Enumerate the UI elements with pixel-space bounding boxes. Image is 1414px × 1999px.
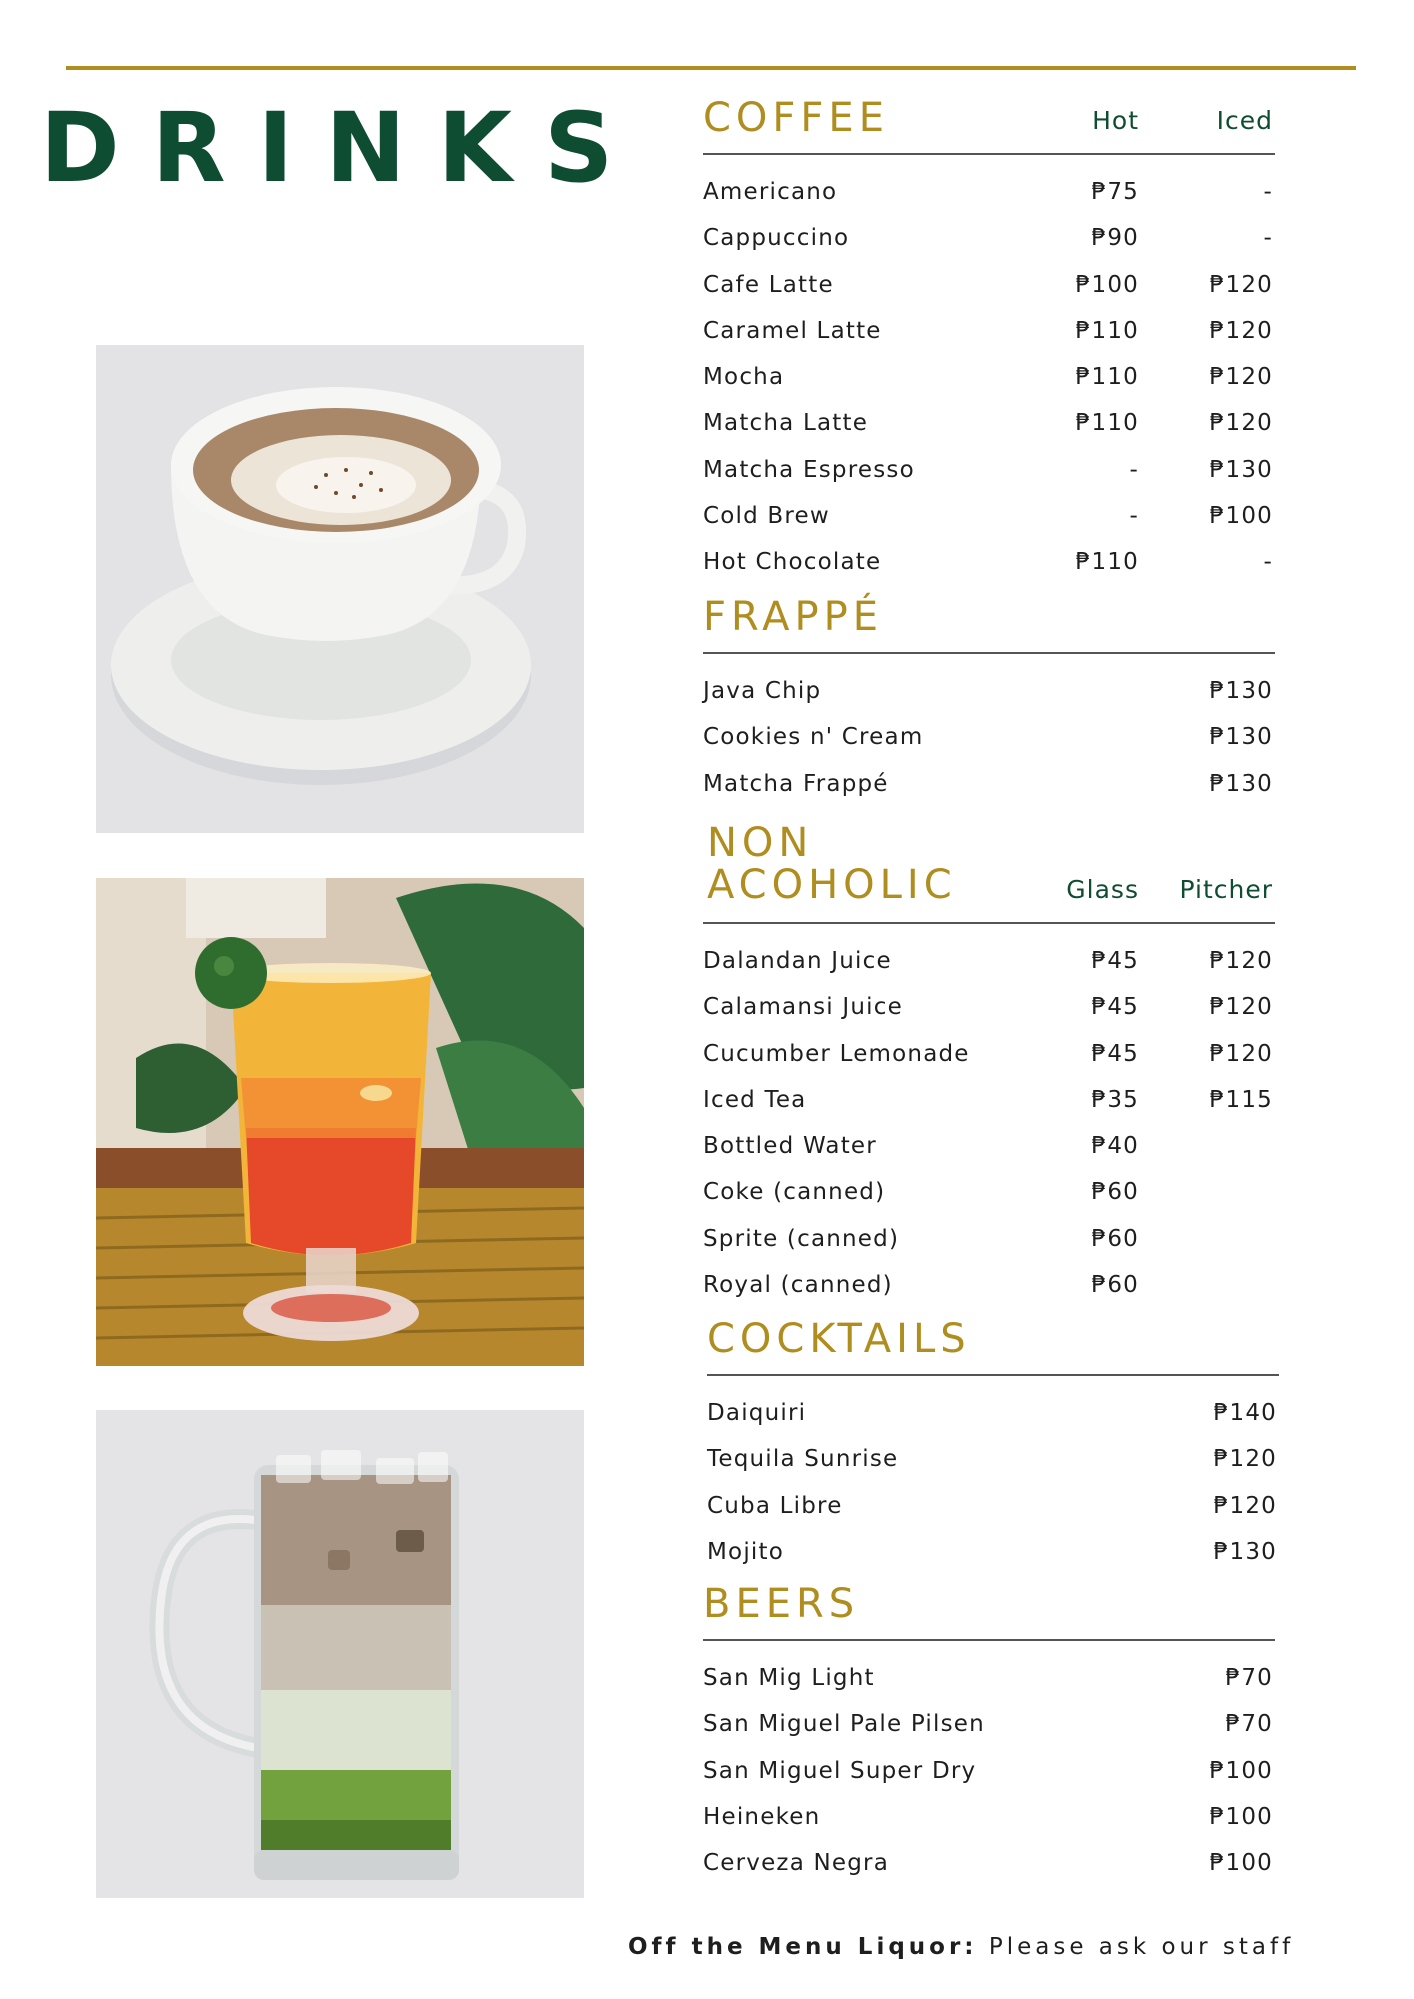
item-name: Bottled Water	[703, 1133, 877, 1160]
menu-item	[703, 1701, 1275, 1747]
frappe-list	[703, 668, 1275, 807]
cocktails-title: COCKTAILS	[707, 1316, 971, 1362]
item-price-b: ₱115	[1209, 1086, 1273, 1113]
item-name: Dalandan Juice	[703, 948, 892, 974]
menu-item	[703, 1794, 1275, 1840]
footer-text: Please ask our staff	[977, 1934, 1295, 1960]
item-price-a: ₱45	[1091, 1040, 1139, 1067]
non-alcoholic-list	[703, 938, 1275, 1308]
item-price: ₱100	[1209, 1757, 1273, 1784]
item-price-a: ₱110	[1075, 317, 1139, 344]
footer-note	[628, 1934, 1294, 1960]
item-name: Cold Brew	[703, 503, 830, 530]
item-name: Cuba Libre	[707, 1492, 843, 1519]
item-name: Mocha	[703, 364, 785, 391]
non-alcoholic-section	[703, 822, 1275, 1308]
item-name: Iced Tea	[703, 1086, 807, 1113]
beers-section	[703, 1583, 1275, 1886]
item-name: Caramel Latte	[703, 317, 882, 344]
menu-item	[703, 1031, 1275, 1077]
item-price: ₱130	[1209, 770, 1273, 797]
beers-header	[703, 1583, 1275, 1641]
menu-item	[703, 1216, 1275, 1262]
item-price-b: ₱120	[1209, 317, 1273, 344]
item-price-a: ₱110	[1075, 364, 1139, 391]
menu-item	[703, 493, 1275, 539]
item-price-b: ₱120	[1209, 1040, 1273, 1067]
item-name: Matcha Espresso	[703, 456, 915, 483]
item-name: Cookies n' Cream	[703, 724, 924, 751]
menu-item	[703, 354, 1275, 400]
item-price: ₱130	[1209, 724, 1273, 751]
item-price-a: ₱90	[1091, 225, 1139, 252]
item-price-b: ₱120	[1209, 271, 1273, 298]
non-alcoholic-header	[703, 822, 1275, 924]
item-price-a: ₱110	[1075, 549, 1139, 576]
menu-item	[703, 539, 1275, 585]
item-price-b: ₱100	[1209, 503, 1273, 530]
cocktails-section	[707, 1318, 1279, 1575]
menu-item	[703, 400, 1275, 446]
menu-item	[707, 1390, 1279, 1436]
item-price: ₱130	[1209, 678, 1273, 704]
menu-item	[703, 447, 1275, 493]
item-price-b: -	[1263, 549, 1273, 576]
item-name: San Miguel Pale Pilsen	[703, 1711, 985, 1738]
item-price: ₱120	[1213, 1492, 1277, 1519]
item-price: ₱70	[1225, 1711, 1273, 1738]
menu-item	[703, 308, 1275, 354]
menu-item	[707, 1436, 1279, 1482]
item-price: ₱120	[1213, 1446, 1277, 1473]
cocktails-header	[707, 1318, 1279, 1376]
pitcher-column-label: Pitcher	[1179, 875, 1273, 904]
item-name: Cucumber Lemonade	[703, 1040, 970, 1067]
item-price-a: ₱40	[1091, 1133, 1139, 1160]
top-divider	[66, 66, 1356, 70]
coffee-title: COFFEE	[703, 95, 889, 141]
item-name: San Mig Light	[703, 1665, 875, 1691]
menu-item	[703, 1262, 1275, 1308]
item-name: Coke (canned)	[703, 1179, 886, 1206]
coffee-section	[703, 97, 1275, 586]
menu-item	[703, 668, 1275, 714]
item-price-a: ₱110	[1075, 410, 1139, 437]
item-price-b: ₱120	[1209, 948, 1273, 974]
footer-bold-label: Off the Menu Liquor:	[628, 1934, 978, 1960]
menu-item	[703, 984, 1275, 1030]
item-price-a: -	[1129, 456, 1139, 483]
item-price-b: -	[1263, 179, 1273, 205]
frappe-header	[703, 596, 1275, 654]
item-price: ₱140	[1213, 1400, 1277, 1426]
page-title: DRINKS	[40, 92, 646, 204]
item-name: Daiquiri	[707, 1400, 807, 1426]
item-price-a: ₱60	[1091, 1179, 1139, 1206]
item-price-b: -	[1263, 225, 1273, 252]
item-price: ₱130	[1213, 1538, 1277, 1565]
item-name: Cappuccino	[703, 225, 850, 252]
item-name: Royal (canned)	[703, 1272, 893, 1299]
cocktails-list	[707, 1390, 1279, 1575]
item-name: Heineken	[703, 1803, 821, 1830]
menu-item	[703, 215, 1275, 261]
item-price-b: ₱120	[1209, 364, 1273, 391]
menu-item	[703, 1748, 1275, 1794]
item-name: Calamansi Juice	[703, 994, 903, 1021]
menu-item	[707, 1483, 1279, 1529]
item-name: Matcha Frappé	[703, 770, 889, 797]
frappe-section	[703, 596, 1275, 807]
menu-item	[703, 714, 1275, 760]
item-price-a: -	[1129, 503, 1139, 530]
glass-column-label: Glass	[1066, 875, 1139, 904]
beers-title: BEERS	[703, 1581, 860, 1627]
menu-item	[703, 938, 1275, 984]
item-price-a: ₱45	[1091, 948, 1139, 974]
item-name: Matcha Latte	[703, 410, 869, 437]
item-name: Cafe Latte	[703, 271, 834, 298]
item-name: Java Chip	[703, 678, 822, 704]
item-price-a: ₱75	[1091, 179, 1139, 205]
item-price-a: ₱100	[1075, 271, 1139, 298]
beers-list	[703, 1655, 1275, 1886]
menu-item	[703, 1077, 1275, 1123]
menu-item	[703, 1655, 1275, 1701]
menu-item	[703, 169, 1275, 215]
item-name: Cerveza Negra	[703, 1850, 890, 1877]
item-price-a: ₱60	[1091, 1272, 1139, 1299]
hot-column-label: Hot	[1092, 106, 1139, 135]
menu-item	[703, 262, 1275, 308]
item-name: Tequila Sunrise	[707, 1446, 899, 1473]
non-alcoholic-title-line1: NON	[707, 820, 814, 866]
iced-column-label: Iced	[1216, 106, 1273, 135]
item-price-a: ₱45	[1091, 994, 1139, 1021]
item-name: San Miguel Super Dry	[703, 1757, 977, 1784]
item-price: ₱70	[1225, 1665, 1273, 1691]
frappe-title: FRAPPÉ	[703, 594, 884, 640]
item-price-a: ₱60	[1091, 1225, 1139, 1252]
item-name: Americano	[703, 179, 838, 205]
menu-item	[707, 1529, 1279, 1575]
item-price-b: ₱120	[1209, 994, 1273, 1021]
item-price: ₱100	[1209, 1803, 1273, 1830]
juice-photo	[96, 878, 584, 1366]
item-name: Mojito	[707, 1538, 784, 1565]
item-price-a: ₱35	[1091, 1086, 1139, 1113]
coffee-header	[703, 97, 1275, 155]
item-price-b: ₱130	[1209, 456, 1273, 483]
item-price: ₱100	[1209, 1850, 1273, 1877]
item-name: Sprite (canned)	[703, 1225, 900, 1252]
menu-item	[703, 1123, 1275, 1169]
coffee-list	[703, 169, 1275, 586]
menu-item	[703, 761, 1275, 807]
item-price-b: ₱120	[1209, 410, 1273, 437]
iced-matcha-photo	[96, 1410, 584, 1898]
menu-item	[703, 1840, 1275, 1886]
cappuccino-photo	[96, 345, 584, 833]
non-alcoholic-title-line2: ACOHOLIC	[707, 862, 957, 908]
item-name: Hot Chocolate	[703, 549, 882, 576]
menu-item	[703, 1169, 1275, 1215]
